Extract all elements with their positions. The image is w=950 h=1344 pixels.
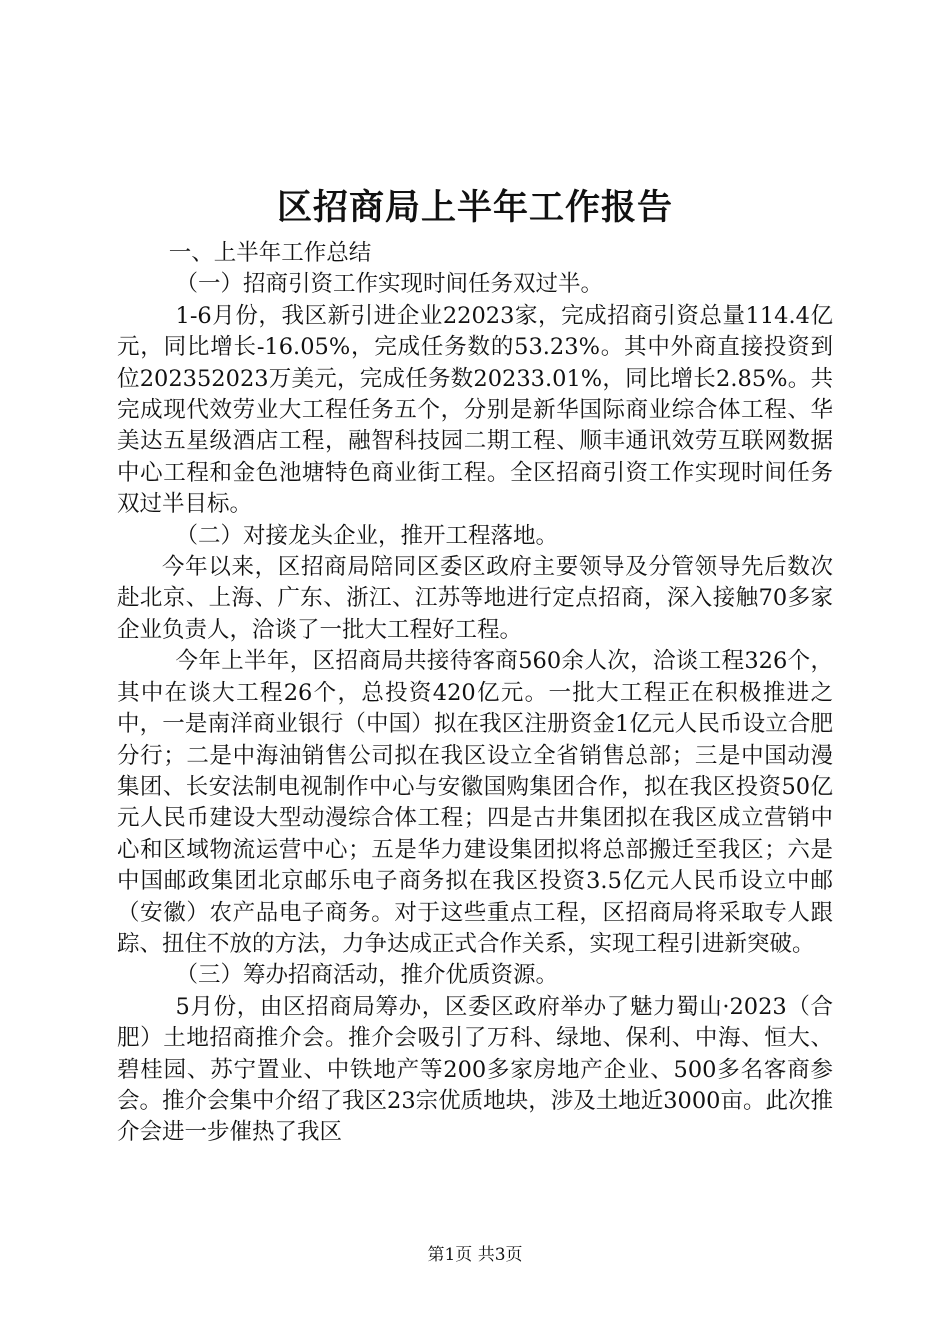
subsection-heading: （一）招商引资工作实现时间任务双过半。: [175, 271, 604, 298]
section-heading: 一、上半年工作总结: [168, 240, 372, 266]
document-title: 区招商局上半年工作报告: [276, 187, 673, 228]
body-paragraph: 今年以来，区招商局陪同区委区政府主要领导及分管领导先后数次赴北京、上海、广东、浙江、江苏等地进行定点招商，深入接触70多家企业负责人，洽谈了一批大工程好工程。: [117, 554, 833, 643]
body-paragraph: 1-6月份，我区新引进企业22023家，完成招商引资总量114.4亿元，同比增长-16.05%，完成任务数的53.23%。其中外商直接投资到位202352023万美元，完成任务数20233.01%，同比增长2.85%。共完成现代效劳业大工程任务五个，分别是新华国际商业综合体工程、华美达五星级酒店工程，融智科技园二期工程、顺丰通讯效劳互联网数据中心工程和金色池塘特色商业街工程。全区招商引资工作实现时间任务双过半目标。: [117, 302, 833, 518]
subsection-heading: （二）对接龙头企业，推开工程落地。: [175, 522, 559, 549]
subsection-heading: （三）筹办招商活动，推介优质资源。: [175, 962, 559, 989]
body-paragraph: 今年上半年，区招商局共接待客商560余人次，洽谈工程326个，其中在谈大工程26个，总投资420亿元。一批大工程正在积极推进之中，一是南洋商业银行（中国）拟在我区注册资金1亿元人民币设立合肥分行；二是中海油销售公司拟在我区设立全省销售总部；三是中国动漫集团、长安法制电视制作中心与安徽国购集团合作，拟在我区投资50亿元人民币建设大型动漫综合体工程；四是古井集团拟在我区成立营销中心和区域物流运营中心；五是华力建设集团拟将总部搬迁至我区；六是中国邮政集团北京邮乐电子商务拟在我区投资3.5亿元人民币设立中邮（安徽）农产品电子商务。对于这些重点工程，区招商局将采取专人跟踪、扭住不放的方法，力争达成正式合作关系，实现工程引进新突破。: [117, 648, 833, 957]
page-footer: 第1页 共3页: [427, 1245, 523, 1265]
body-paragraph: 5月份，由区招商局筹办，区委区政府举办了魅力蜀山·2023（合肥）土地招商推介会。推介会吸引了万科、绿地、保利、中海、恒大、碧桂园、苏宁置业、中铁地产等200多家房地产企业、500多名客商参会。推介会集中介绍了我区23宗优质地块，涉及土地近3000亩。此次推介会进一步催热了我区: [117, 993, 833, 1146]
document-body: [117, 238, 833, 1149]
